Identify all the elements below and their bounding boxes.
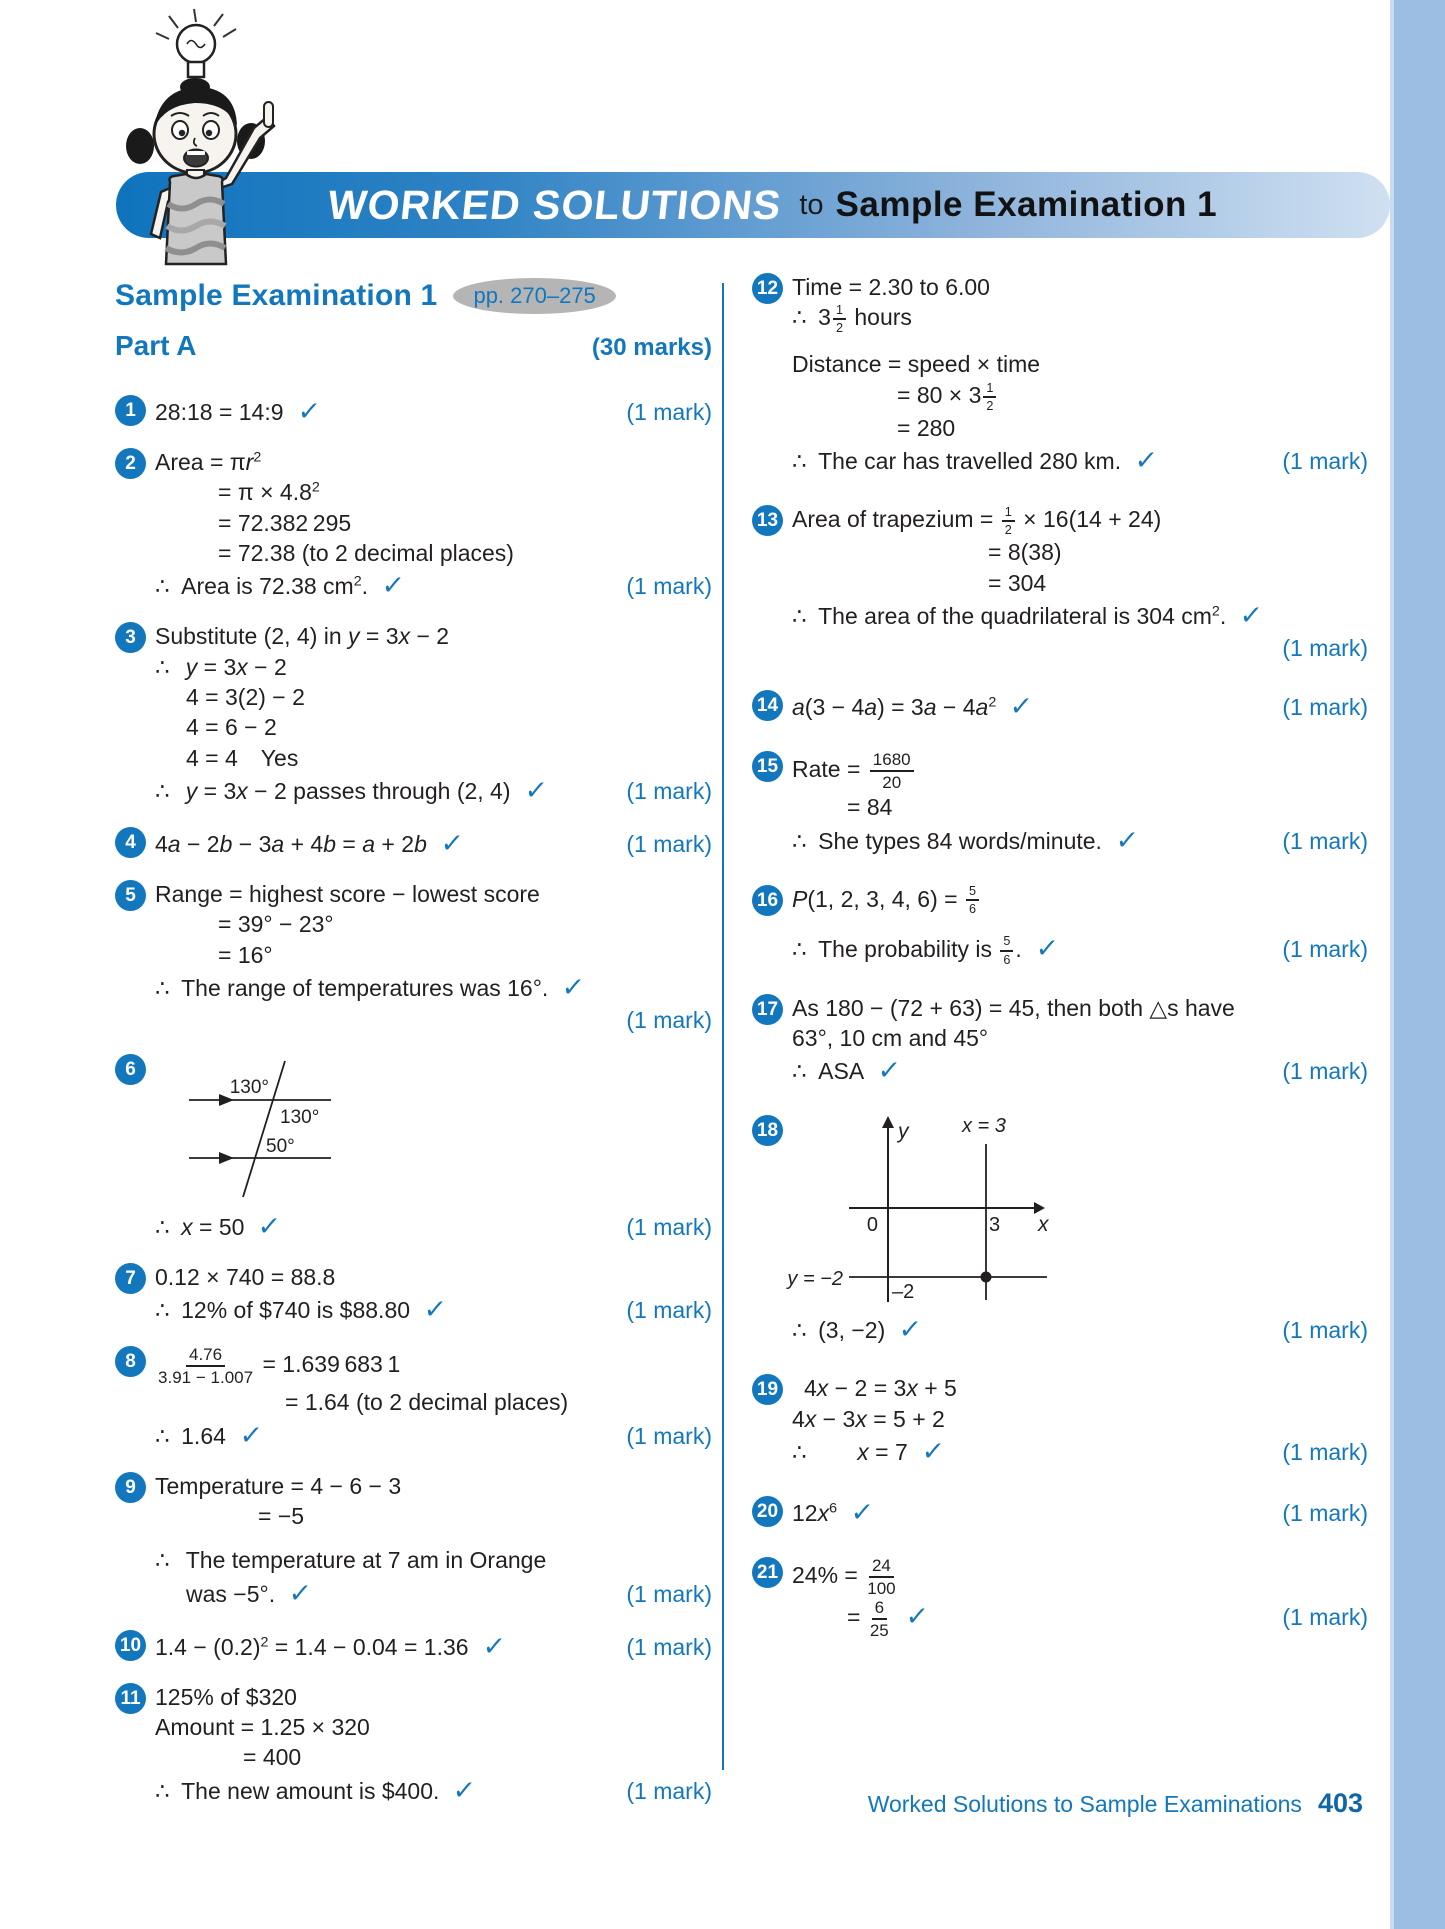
pages-reference-badge: pp. 270–275 <box>453 278 615 314</box>
solution-line <box>155 538 712 568</box>
item-number-badge: 21 <box>752 1557 783 1588</box>
line-text: $\frac{4.76}{3.91 - 1.007}$ = 1.639 683 1 <box>158 1345 401 1388</box>
line-text: $1.4 - (0.2)^2 = 1.4 - 0.04 = 1.36$ <box>155 1633 469 1660</box>
item-number-badge: 7 <box>115 1263 146 1294</box>
item-body <box>792 1556 1368 1640</box>
horizontal-line-label: y = −2 <box>787 1268 843 1291</box>
solution-item <box>115 1629 712 1664</box>
item-number-badge: 19 <box>752 1374 783 1405</box>
solution-line <box>792 598 1368 633</box>
solution-line <box>792 1023 1368 1053</box>
line-text: 24% = $\frac{24}{100}$ <box>792 1555 896 1598</box>
item-number-badge: 6 <box>115 1054 146 1085</box>
checkmark-icon: ✓ <box>296 396 322 426</box>
line-text: Distance = speed × time <box>792 351 1041 378</box>
mark-label: (1 mark) <box>626 778 712 805</box>
line-text: $12x^6$ <box>792 1499 838 1526</box>
checkmark-icon: ✓ <box>1133 445 1159 476</box>
solution-line <box>792 1598 1368 1640</box>
line-text: Time = 2.30 to 6.00 <box>792 274 990 300</box>
line-text: ∴ 1.64 <box>155 1422 226 1449</box>
mark-label: (1 mark) <box>626 1580 712 1607</box>
line-text: = 280 <box>897 414 956 441</box>
solution-line <box>155 940 712 970</box>
solution-item <box>115 879 712 1035</box>
solution-line <box>155 1773 712 1808</box>
solution-line <box>155 1209 712 1244</box>
footer-page-number: 403 <box>1317 1788 1363 1818</box>
line-text: = 1.64 (to 2 decimal places) <box>285 1389 569 1416</box>
item-number-badge: 8 <box>115 1346 146 1377</box>
solution-item <box>115 826 712 861</box>
item-number-badge: 9 <box>115 1472 146 1503</box>
item-number-badge: 1 <box>115 395 146 426</box>
solution-line <box>792 349 1368 379</box>
plotted-point <box>981 1272 992 1283</box>
mark-label: (1 mark) <box>626 573 712 600</box>
checkmark-icon: ✓ <box>238 1419 264 1450</box>
x-axis-label: x <box>1038 1213 1049 1237</box>
line-text: 28:18 = 14:9 <box>155 399 284 425</box>
solution-line <box>155 970 712 1005</box>
solution-item <box>752 1556 1368 1640</box>
solution-item <box>752 993 1368 1089</box>
y-axis-label: y <box>898 1120 909 1144</box>
solution-line <box>792 931 1368 967</box>
solution-line <box>155 879 712 909</box>
solution-line <box>155 773 712 808</box>
line-text: 4a − 2b − 3a + 4b = a + 2b <box>155 830 427 857</box>
item-body <box>155 1053 712 1244</box>
checkmark-icon: ✓ <box>1034 932 1060 963</box>
solution-item <box>115 1682 712 1808</box>
solution-line <box>792 272 1368 302</box>
mark-label: (1 mark) <box>626 1633 712 1660</box>
solution-item <box>752 689 1368 724</box>
mascot-illustration <box>108 6 298 268</box>
x-tick-label: 3 <box>989 1214 1001 1237</box>
solution-line <box>155 1471 712 1501</box>
item-number-badge: 17 <box>752 994 783 1025</box>
solution-line <box>792 537 1368 567</box>
solution-line <box>155 743 712 773</box>
solution-line <box>792 443 1368 478</box>
item-body <box>155 879 712 1035</box>
mark-label: (1 mark) <box>1282 1058 1368 1085</box>
item-number-badge: 20 <box>752 1496 783 1527</box>
checkmark-icon: ✓ <box>560 971 587 1002</box>
solution-item <box>752 884 1368 967</box>
line-text: ∴ She types 84 words/minute. <box>792 827 1102 854</box>
line-text: 4x − 2 = 3x + 5 <box>804 1375 957 1402</box>
mark-label: (1 mark) <box>626 1006 712 1033</box>
mark-label: (1 mark) <box>626 1297 712 1324</box>
item-number-badge: 12 <box>752 273 783 304</box>
solution-line <box>155 1712 712 1742</box>
banner-title: Sample Examination 1 <box>835 185 1218 224</box>
solution-line <box>792 689 1368 724</box>
line-text: = $\pi \times 4.8^2$ <box>218 479 320 506</box>
item-body <box>155 447 712 603</box>
item-body <box>155 621 712 808</box>
y-tick-label: –2 <box>892 1281 915 1304</box>
line-text: Substitute (2, 4) in y = 3x − 2 <box>155 623 450 650</box>
mark-label: (1 mark) <box>1282 1438 1368 1465</box>
checkmark-icon: ✓ <box>256 1211 283 1242</box>
page-footer <box>868 1788 1363 1819</box>
solution-line <box>155 826 712 861</box>
solution-line <box>155 909 712 939</box>
line-text: = −5 <box>258 1503 305 1530</box>
item-number-badge: 18 <box>752 1115 783 1146</box>
line-text: = 80 × 3 $\frac{1}{2}$ <box>792 380 998 413</box>
solution-line <box>155 1501 712 1531</box>
page-edge-stripe <box>1390 0 1445 1929</box>
solution-line <box>155 1545 712 1575</box>
line-text: ∴ The probability is $\frac{5}{6}$ . <box>792 934 1022 967</box>
line-text: = 400 <box>243 1744 302 1771</box>
item-number-badge: 10 <box>115 1630 146 1661</box>
section-title: Sample Examination 1 <box>115 279 438 312</box>
solution-line <box>155 1262 712 1292</box>
mark-label: (1 mark) <box>626 1214 712 1241</box>
solution-line <box>155 1576 712 1611</box>
item-body <box>155 394 712 429</box>
item-number-badge: 2 <box>115 448 146 479</box>
mark-label: (1 mark) <box>626 1777 712 1804</box>
line-text: Rate = $\frac{1680}{20}$ <box>792 750 917 792</box>
line-text: 4 = 4 Yes <box>186 744 299 771</box>
mark-label: (1 mark) <box>1282 935 1368 962</box>
solution-item <box>752 1495 1368 1530</box>
checkmark-icon: ✓ <box>876 1055 902 1086</box>
solution-line <box>792 1434 1368 1469</box>
checkmark-icon: ✓ <box>849 1496 875 1527</box>
y-axis-arrow-icon <box>882 1116 894 1128</box>
item-body <box>155 1262 712 1327</box>
solution-line <box>155 477 712 507</box>
line-text: ∴ x = 50 <box>155 1214 245 1241</box>
solution-line <box>155 447 712 477</box>
checkmark-icon: ✓ <box>1008 691 1035 722</box>
checkmark-icon: ✓ <box>897 1314 924 1345</box>
girl-figure <box>126 78 274 264</box>
solution-line <box>792 413 1368 443</box>
line-text: ∴ The range of temperatures was 16°. <box>155 974 549 1001</box>
total-marks-label: (30 marks) <box>591 334 712 361</box>
line-text: ∴ The area of the quadrilateral is 304 $cm^2$. <box>792 602 1227 629</box>
angle-label-top: 130° <box>229 1077 269 1099</box>
line-text: ∴ x = 7 <box>792 1438 908 1465</box>
line-text: was −5°. <box>186 1580 276 1607</box>
solution-item <box>115 1471 712 1611</box>
banner-connector: to <box>799 188 824 221</box>
line-text: ∴ y = 3x − 2 <box>155 653 287 680</box>
coordinate-plane-diagram <box>786 1114 1056 1306</box>
angle-label-middle: 130° <box>280 1107 320 1129</box>
solution-line <box>792 380 1368 413</box>
line-text: 4 = 3(2) − 2 <box>186 683 305 710</box>
line-text: 125% of $320 <box>155 1683 297 1710</box>
line-text: ∴ 12% of $740 is $88.80 <box>155 1297 411 1324</box>
line-text: Area = $\pi r^2$ <box>155 448 262 475</box>
banner-script-text: WORKED SOLUTIONS <box>325 181 784 228</box>
mark-label: (1 mark) <box>1282 1317 1368 1344</box>
line-text: Area of trapezium = $\frac{1}{2}$ × 16(14 + 24) <box>792 504 1162 538</box>
line-text: ∴ ASA <box>792 1058 865 1085</box>
checkmark-icon: ✓ <box>522 775 549 806</box>
checkmark-icon: ✓ <box>481 1630 507 1661</box>
mark-label: (1 mark) <box>1282 827 1368 854</box>
solution-item <box>115 394 712 429</box>
checkmark-icon: ✓ <box>1238 599 1265 630</box>
lightbulb-icon <box>156 9 236 77</box>
item-body <box>155 1682 712 1808</box>
solution-line <box>155 682 712 712</box>
line-text: = 39° − 23° <box>218 911 334 938</box>
item-body <box>155 1345 712 1452</box>
line-text: Amount = 1.25 × 320 <box>155 1713 370 1740</box>
checkmark-icon: ✓ <box>904 1600 930 1631</box>
item-body <box>155 1629 712 1664</box>
solution-line <box>792 1495 1368 1530</box>
item-body <box>792 1373 1368 1469</box>
item-body <box>792 272 1368 478</box>
line-text: 4x − 3x = 5 + 2 <box>792 1405 945 1432</box>
solution-item <box>752 272 1368 478</box>
solution-line <box>792 1373 1368 1403</box>
solution-line <box>792 1312 1368 1347</box>
angle-label-bottom: 50° <box>266 1136 295 1158</box>
footer-running-title: Worked Solutions to Sample Examinations <box>867 1791 1302 1817</box>
item-body <box>792 689 1368 724</box>
solution-item <box>752 1373 1368 1469</box>
line-text: = $\frac{6}{25}$ <box>847 1597 889 1640</box>
left-column <box>115 278 712 1826</box>
solution-line <box>792 1053 1368 1088</box>
line-text: P(1, 2, 3, 4, 6) = $\frac{5}{6}$ <box>792 884 981 917</box>
item-number-badge: 5 <box>115 880 146 911</box>
line-text: ∴ The new amount is $400. <box>155 1777 440 1804</box>
solution-line <box>792 633 1368 663</box>
mark-label: (1 mark) <box>1282 1603 1368 1630</box>
solution-line <box>155 568 712 603</box>
solution-item <box>115 1262 712 1327</box>
vertical-line-label: x = 3 <box>962 1115 1006 1138</box>
item-body <box>155 1471 712 1611</box>
line-text: = 72.382 295 <box>218 509 352 536</box>
solution-item <box>115 621 712 808</box>
solution-line <box>155 1742 712 1772</box>
origin-label: 0 <box>866 1214 878 1237</box>
line-text: = 304 <box>988 569 1047 596</box>
checkmark-icon: ✓ <box>380 570 406 601</box>
solution-line <box>792 792 1368 822</box>
line-text: ∴ y = 3x − 2 passes through (2, 4) <box>155 778 511 805</box>
arrowhead-icon <box>219 1152 234 1164</box>
item-number-badge: 11 <box>115 1683 146 1714</box>
line-text: ∴ Area is 72.38 $cm^2$. <box>155 573 369 600</box>
line-text: = 16° <box>218 941 273 968</box>
parallel-lines-diagram <box>181 1055 341 1205</box>
solution-item <box>115 447 712 603</box>
checkmark-icon: ✓ <box>920 1435 946 1466</box>
solution-item <box>752 750 1368 857</box>
column-divider <box>722 283 724 1770</box>
solution-line <box>155 712 712 742</box>
solution-item <box>115 1345 712 1452</box>
checkmark-icon: ✓ <box>287 1577 313 1608</box>
checkmark-icon: ✓ <box>439 827 465 858</box>
mark-label: (1 mark) <box>1282 1499 1368 1526</box>
solution-line <box>792 504 1368 537</box>
item-body <box>792 884 1368 967</box>
item-body <box>792 750 1368 857</box>
line-text: ∴ The car has travelled 280 km. <box>792 448 1122 475</box>
solution-line <box>155 1629 712 1664</box>
item-body <box>792 504 1368 663</box>
solution-line <box>155 508 712 538</box>
solution-line <box>155 1005 712 1035</box>
solution-line <box>155 1387 712 1417</box>
line-text: Range = highest score − lowest score <box>155 880 540 907</box>
item-number-badge: 15 <box>752 751 783 782</box>
solution-line <box>792 302 1368 335</box>
mark-label: (1 mark) <box>626 399 712 425</box>
line-text: As 180 − (72 + 63) = 45, then both △s have <box>792 994 1235 1021</box>
solution-line <box>155 1682 712 1712</box>
item-number-badge: 16 <box>752 885 783 916</box>
mark-label: (1 mark) <box>626 830 712 857</box>
section-header <box>115 278 712 362</box>
solution-item <box>115 1053 712 1244</box>
item-body <box>792 1495 1368 1530</box>
checkmark-icon: ✓ <box>422 1294 448 1325</box>
mark-label: (1 mark) <box>1282 448 1368 475</box>
checkmark-icon: ✓ <box>1114 824 1140 855</box>
solution-line <box>792 884 1368 917</box>
solution-line <box>155 1292 712 1327</box>
solution-line <box>792 993 1368 1023</box>
line-text: ∴ (3, −2) <box>792 1317 886 1344</box>
line-text: ∴ 3 $\frac{1}{2}$ hours <box>792 303 912 336</box>
solution-line <box>792 1556 1368 1598</box>
solution-line <box>792 750 1368 792</box>
item-body <box>792 993 1368 1089</box>
solution-line <box>155 652 712 682</box>
item-number-badge: 14 <box>752 690 783 721</box>
line-text: $a(3 - 4a) = 3a - 4a^2$ <box>792 694 997 721</box>
solution-line <box>792 823 1368 858</box>
right-column <box>752 272 1368 1666</box>
mark-label: (1 mark) <box>626 1422 712 1449</box>
line-text: Temperature = 4 − 6 − 3 <box>155 1472 402 1499</box>
item-number-badge: 4 <box>115 827 146 858</box>
solution-line <box>792 1404 1368 1434</box>
mark-label: (1 mark) <box>1282 694 1368 721</box>
solution-line <box>155 1418 712 1453</box>
solution-item <box>752 1114 1368 1347</box>
line-text: 0.12 × 740 = 88.8 <box>155 1264 336 1291</box>
header-banner <box>116 172 1390 238</box>
solution-line <box>155 1345 712 1387</box>
line-text: = 72.38 (to 2 decimal places) <box>218 539 514 566</box>
item-body <box>155 826 712 861</box>
item-number-badge: 13 <box>752 505 783 536</box>
part-label: Part A <box>115 330 197 361</box>
solution-line <box>155 621 712 651</box>
line-text: = 84 <box>847 794 893 821</box>
item-body <box>787 1114 1368 1347</box>
checkmark-icon: ✓ <box>451 1774 478 1805</box>
solution-line <box>155 394 712 429</box>
line-text: = 8(38) <box>988 539 1062 566</box>
solution-item <box>752 504 1368 663</box>
item-number-badge: 3 <box>115 622 146 653</box>
line-text: 4 = 6 − 2 <box>186 714 277 741</box>
mark-label: (1 mark) <box>1282 634 1368 661</box>
solution-line <box>792 568 1368 598</box>
line-text: 63°, 10 cm and 45° <box>792 1025 989 1052</box>
line-text: ∴ The temperature at 7 am in Orange <box>155 1547 547 1574</box>
